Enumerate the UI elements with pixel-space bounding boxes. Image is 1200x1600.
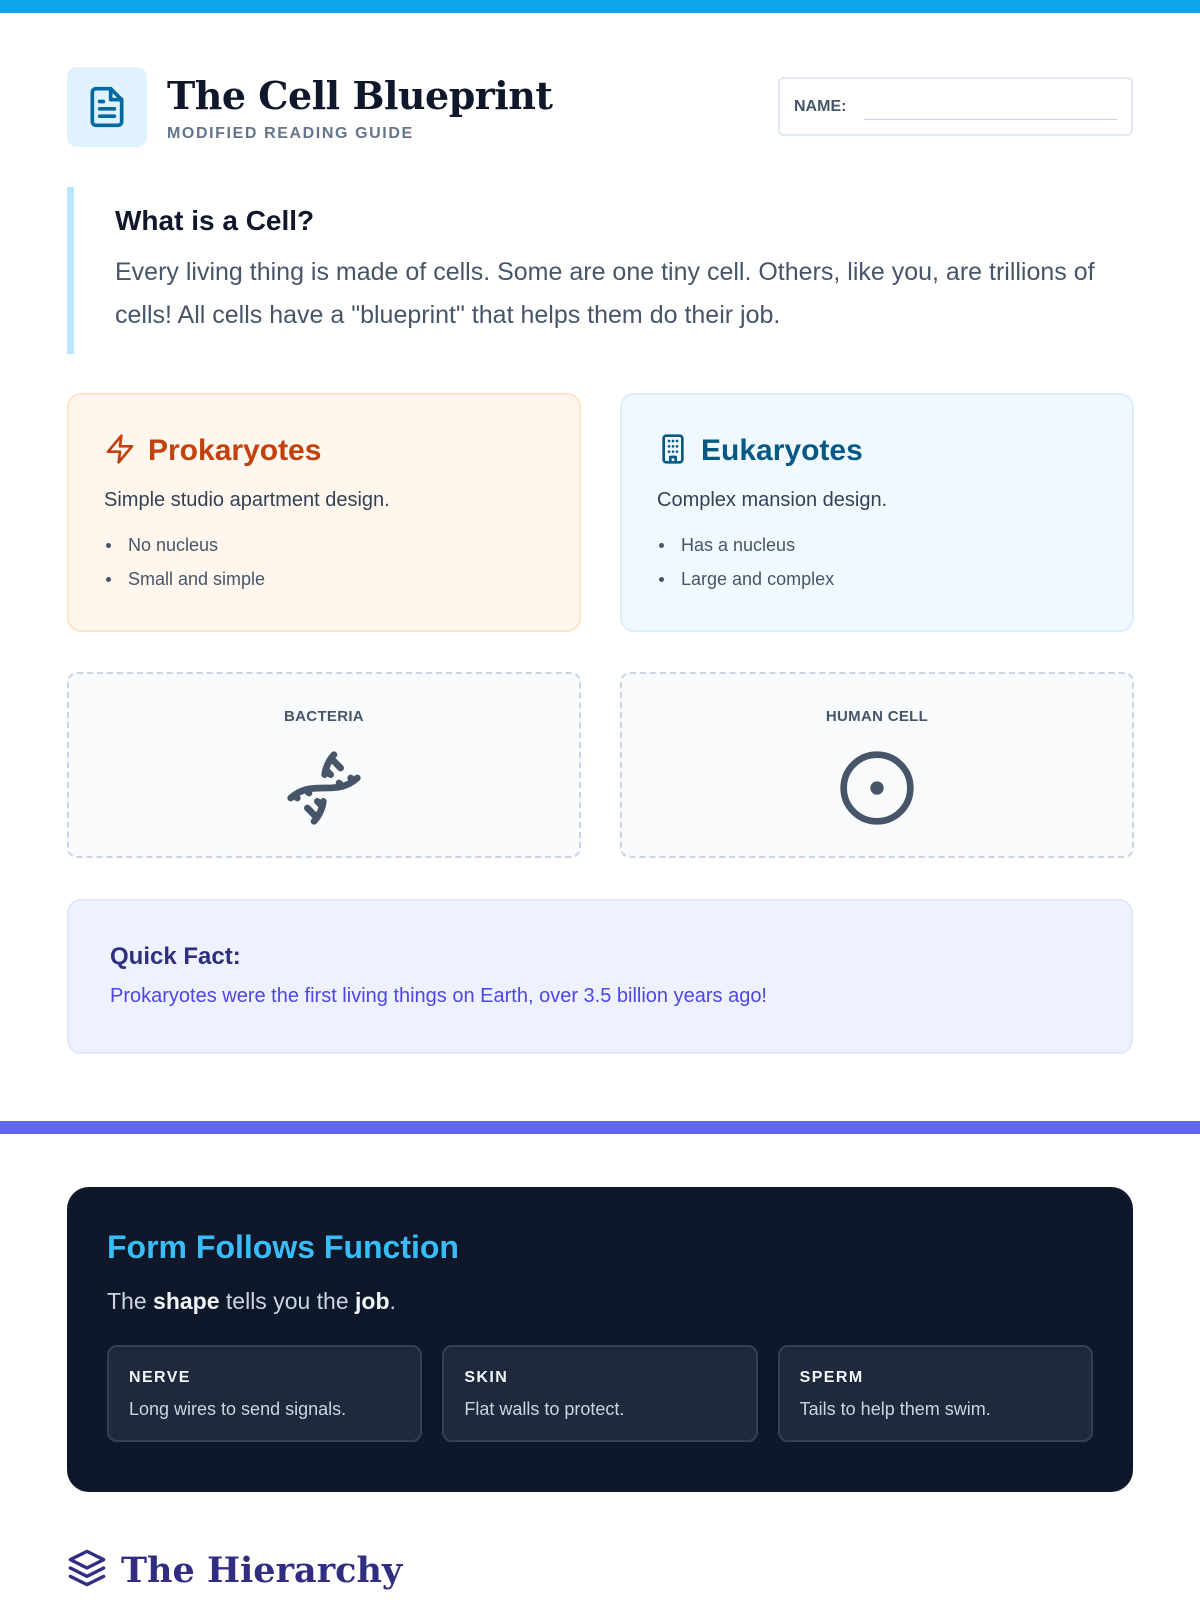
lightning-icon (104, 433, 136, 470)
tile-name: NERVE (129, 1369, 191, 1386)
layers-icon (67, 1548, 107, 1593)
eukaryotes-points (657, 528, 1097, 596)
quick-fact-box (67, 899, 1133, 1054)
form-function-title: Form Follows Function (107, 1229, 459, 1265)
human-cell-label: HUMAN CELL (825, 708, 929, 725)
hierarchy-title: The Hierarchy (121, 1549, 403, 1591)
skin-tile (442, 1345, 757, 1442)
page-title: The Cell Blueprint (167, 73, 553, 118)
tagline-text: . (389, 1288, 396, 1314)
prokaryotes-points (104, 528, 544, 596)
eukaryotes-title: Eukaryotes (701, 434, 863, 467)
nerve-tile (107, 1345, 422, 1442)
list-item: Small and simple (104, 562, 544, 596)
list-item: No nucleus (104, 528, 544, 562)
prokaryotes-description: Simple studio apartment design. (104, 489, 390, 511)
eukaryotes-card (620, 393, 1134, 632)
section-divider (0, 1121, 1200, 1134)
intro-heading: What is a Cell? (115, 205, 315, 236)
top-accent-bar (0, 0, 1200, 13)
sperm-tile (778, 1345, 1093, 1442)
prokaryotes-card (67, 393, 581, 632)
tile-description: Flat walls to protect. (464, 1399, 625, 1419)
cell-type-tiles (107, 1345, 1093, 1442)
list-item: Has a nucleus (657, 528, 1097, 562)
building-icon (657, 433, 689, 470)
tile-name: SKIN (464, 1369, 509, 1386)
tile-name: SPERM (799, 1369, 864, 1386)
cell-icon (837, 748, 917, 828)
name-input-line[interactable] (864, 119, 1117, 120)
name-label: NAME: (794, 98, 847, 115)
document-icon (67, 67, 147, 147)
quick-fact-heading: Quick Fact: (110, 943, 241, 970)
list-item: Large and complex (657, 562, 1097, 596)
name-field[interactable] (778, 77, 1133, 136)
page-header (67, 67, 1133, 147)
bacteria-illustration (67, 672, 581, 858)
bacteria-label: BACTERIA (284, 708, 364, 725)
quick-fact-text: Prokaryotes were the first living things on Earth, over 3.5 billion years ago! (110, 985, 767, 1007)
human-cell-illustration (620, 672, 1134, 858)
tagline-text: The (107, 1288, 154, 1314)
tagline-text: tells you the (219, 1288, 356, 1314)
tile-description: Long wires to send signals. (129, 1399, 347, 1419)
intro-section (67, 187, 1133, 354)
page-subtitle: MODIFIED READING GUIDE (167, 125, 414, 142)
tagline-bold: shape (153, 1288, 220, 1314)
intro-text: Every living thing is made of cells. Some are one tiny cell. Others, like you, are trillions of cells! All cells have a "blueprint" that helps them do their job. (115, 258, 1095, 329)
tile-description: Tails to help them swim. (799, 1399, 991, 1419)
dna-icon (284, 748, 364, 828)
tagline-bold: job (355, 1288, 390, 1314)
form-function-panel (67, 1187, 1133, 1492)
prokaryotes-title: Prokaryotes (148, 434, 322, 467)
hierarchy-heading (67, 1545, 402, 1595)
eukaryotes-description: Complex mansion design. (657, 489, 888, 511)
form-function-tagline (107, 1288, 1093, 1315)
